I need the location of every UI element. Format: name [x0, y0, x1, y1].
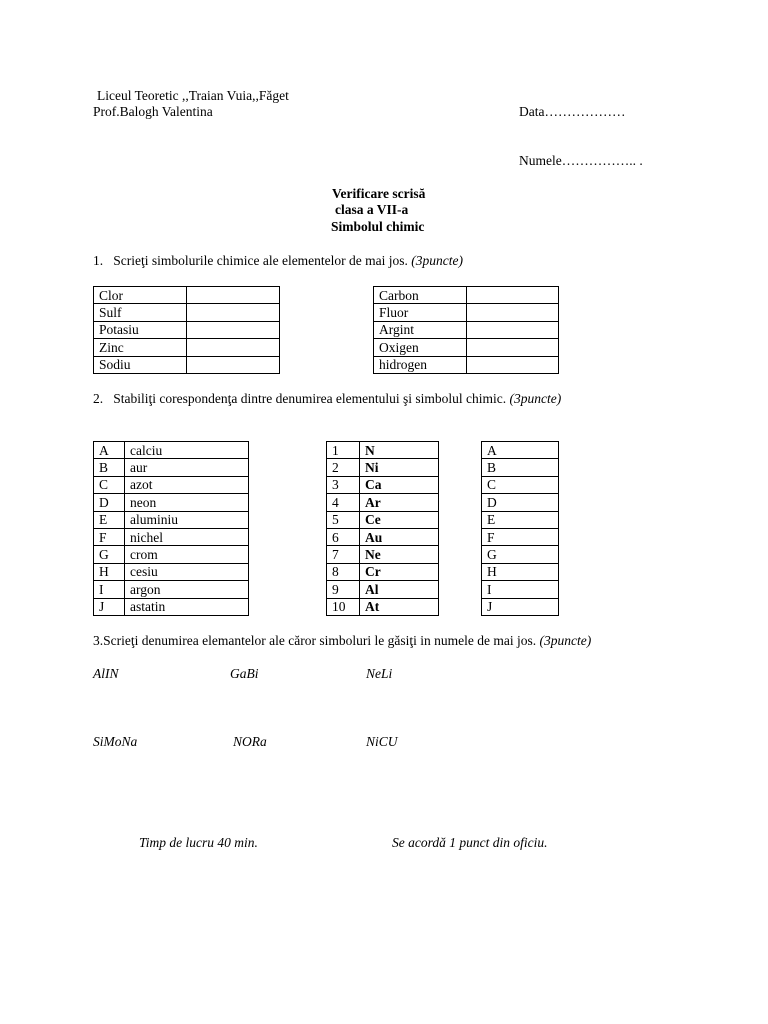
row-letter: D: [94, 494, 125, 511]
table-row: [327, 459, 439, 476]
element-name: Sulf: [94, 304, 187, 321]
row-number: 2: [327, 459, 360, 476]
question-1-points: (3puncte): [411, 253, 464, 268]
table-row: [327, 511, 439, 528]
table-row: [94, 563, 249, 580]
table-row: [374, 321, 559, 338]
question-3: [93, 633, 591, 649]
row-letter: G: [94, 546, 125, 563]
table-row: [374, 304, 559, 321]
element-name: Clor: [94, 287, 187, 304]
row-letter: E: [94, 511, 125, 528]
row-letter: H: [94, 563, 125, 580]
row-number: 6: [327, 528, 360, 545]
answer-letter: E: [482, 511, 559, 528]
element-name: astatin: [125, 598, 249, 615]
answer-letter: D: [482, 494, 559, 511]
row-number: 9: [327, 581, 360, 598]
answer-letter: H: [482, 563, 559, 580]
table-row: [327, 476, 439, 493]
element-name: aluminiu: [125, 511, 249, 528]
question-2-text: Stabiliţi corespondenţa dintre denumirea elementului şi simbolul chimic.: [113, 391, 507, 406]
table-row: [374, 339, 559, 356]
q1-table-right: [373, 286, 559, 374]
element-name: calciu: [125, 442, 249, 459]
table-row: [374, 287, 559, 304]
row-letter: A: [94, 442, 125, 459]
name-nicu: NiCU: [366, 734, 398, 749]
table-row: [94, 287, 280, 304]
element-name: cesiu: [125, 563, 249, 580]
question-2-number: 2.: [93, 391, 104, 406]
table-row: [482, 528, 559, 545]
question-1: [93, 253, 463, 269]
row-letter: F: [94, 528, 125, 545]
question-2: [93, 391, 561, 407]
row-number: 10: [327, 598, 360, 615]
table-row: [94, 528, 249, 545]
table-row: [482, 563, 559, 580]
answer-letter: I: [482, 581, 559, 598]
row-number: 3: [327, 476, 360, 493]
table-row: [482, 476, 559, 493]
row-letter: I: [94, 581, 125, 598]
table-row: [327, 528, 439, 545]
answer-cell[interactable]: [467, 304, 559, 321]
question-1-text: Scrieţi simbolurile chimice ale elementelor de mai jos.: [113, 253, 408, 268]
name-alin: AlIN: [93, 666, 119, 681]
element-name: argon: [125, 581, 249, 598]
table-row: [482, 442, 559, 459]
row-number: 8: [327, 563, 360, 580]
answer-cell[interactable]: [187, 321, 280, 338]
element-symbol: Al: [360, 581, 439, 598]
element-name: Carbon: [374, 287, 467, 304]
school-name: Liceul Teoretic ,,Traian Vuia,,Făget: [97, 88, 289, 103]
element-symbol: At: [360, 598, 439, 615]
table-row: [482, 494, 559, 511]
element-name: Oxigen: [374, 339, 467, 356]
answer-cell[interactable]: [467, 356, 559, 373]
row-number: 4: [327, 494, 360, 511]
table-row: [327, 442, 439, 459]
name-simona: SiMoNa: [93, 734, 138, 749]
element-name: Potasiu: [94, 321, 187, 338]
element-symbol: Ne: [360, 546, 439, 563]
answer-cell[interactable]: [187, 304, 280, 321]
name-gabi: GaBi: [230, 666, 259, 681]
element-name: nichel: [125, 528, 249, 545]
question-3-text: 3.Scrieţi denumirea elemantelor ale căror simboluri le găsiţi in numele de mai jos.: [93, 633, 537, 648]
table-row: [327, 563, 439, 580]
table-row: [94, 321, 280, 338]
q2-names-table: [93, 441, 249, 616]
element-name: Argint: [374, 321, 467, 338]
element-name: Zinc: [94, 339, 187, 356]
table-row: [327, 581, 439, 598]
table-row: [94, 511, 249, 528]
element-symbol: Ar: [360, 494, 439, 511]
row-number: 1: [327, 442, 360, 459]
answer-letter: G: [482, 546, 559, 563]
element-symbol: Cr: [360, 563, 439, 580]
answer-cell[interactable]: [467, 339, 559, 356]
answer-letter: C: [482, 476, 559, 493]
table-row: [482, 581, 559, 598]
table-row: [482, 459, 559, 476]
table-row: [94, 442, 249, 459]
table-row: [94, 304, 280, 321]
row-letter: B: [94, 459, 125, 476]
element-name: Sodiu: [94, 356, 187, 373]
question-1-number: 1.: [93, 253, 104, 268]
answer-cell[interactable]: [467, 321, 559, 338]
element-symbol: Ce: [360, 511, 439, 528]
q2-symbols-table: [326, 441, 439, 616]
answer-cell[interactable]: [187, 356, 280, 373]
element-name: hidrogen: [374, 356, 467, 373]
student-name-field: Numele…………….. .: [519, 153, 643, 168]
table-row: [94, 581, 249, 598]
table-row: [94, 459, 249, 476]
element-symbol: Ni: [360, 459, 439, 476]
answer-cell[interactable]: [187, 287, 280, 304]
table-row: [374, 356, 559, 373]
element-name: crom: [125, 546, 249, 563]
table-row: [94, 546, 249, 563]
table-row: [327, 494, 439, 511]
title-line-2: clasa a VII-a: [335, 202, 409, 217]
element-symbol: Ca: [360, 476, 439, 493]
answer-cell[interactable]: [467, 287, 559, 304]
table-row: [94, 494, 249, 511]
table-row: [482, 598, 559, 615]
table-row: [94, 339, 280, 356]
table-row: [94, 476, 249, 493]
element-name: Fluor: [374, 304, 467, 321]
element-name: azot: [125, 476, 249, 493]
table-row: [327, 546, 439, 563]
table-row: [482, 511, 559, 528]
row-number: 7: [327, 546, 360, 563]
element-name: neon: [125, 494, 249, 511]
answer-letter: B: [482, 459, 559, 476]
bonus-note: Se acordă 1 punct din oficiu.: [392, 835, 548, 850]
answer-letter: J: [482, 598, 559, 615]
answer-letter: F: [482, 528, 559, 545]
row-number: 5: [327, 511, 360, 528]
answer-letter: A: [482, 442, 559, 459]
table-row: [482, 546, 559, 563]
table-row: [327, 598, 439, 615]
name-neli: NeLi: [366, 666, 393, 681]
element-symbol: N: [360, 442, 439, 459]
table-row: [94, 598, 249, 615]
row-letter: J: [94, 598, 125, 615]
title-line-1: Verificare scrisă: [332, 186, 426, 201]
question-2-points: (3puncte): [509, 391, 562, 406]
teacher-name: Prof.Balogh Valentina: [93, 104, 213, 119]
question-3-points: (3puncte): [539, 633, 592, 648]
row-letter: C: [94, 476, 125, 493]
element-symbol: Au: [360, 528, 439, 545]
title-line-3: Simbolul chimic: [331, 219, 425, 234]
answer-cell[interactable]: [187, 339, 280, 356]
time-note: Timp de lucru 40 min.: [139, 835, 258, 850]
table-row: [94, 356, 280, 373]
q1-table-left: [93, 286, 280, 374]
name-nora: NORa: [233, 734, 267, 749]
element-name: aur: [125, 459, 249, 476]
q2-answer-table: [481, 441, 559, 616]
date-field: Data………………: [519, 104, 626, 119]
